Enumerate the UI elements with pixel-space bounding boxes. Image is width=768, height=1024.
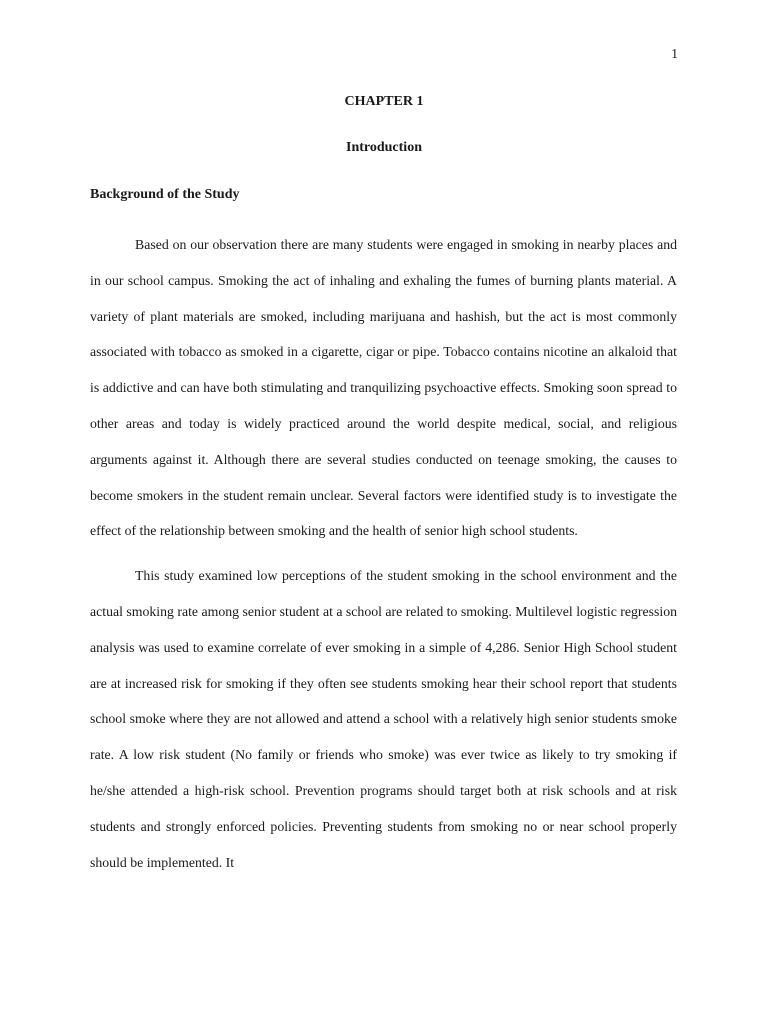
page-number: 1: [671, 46, 678, 61]
chapter-heading: CHAPTER 1: [344, 94, 424, 109]
paragraph-1: Based on our observation there are many students were engaged in smoking in nearby places and in our school campus. Smoking the act of inhaling and exhaling the fumes of burning plants material. A variety of plant materials are smoked, including marijuana and hashish, but the act is most commonly associated with tobacco as smoked in a cigarette, cigar or pipe. Tobacco contains nicotine an alkaloid that is addictive and can have both stimulating and tranquilizing psychoactive effects. Smoking soon spread to other areas and today is widely practiced around the world despite medical, social, and religious arguments against it. Although there are several studies conducted on teenage smoking, the causes to become smokers in the student remain unclear. Several factors were identified study is to investigate the effect of the relationship between smoking and the health of senior high school students.: [90, 237, 677, 539]
section-title: Introduction: [346, 140, 422, 155]
subsection-heading: Background of the Study: [90, 187, 240, 202]
paragraph-2: This study examined low perceptions of the student smoking in the school environment and the actual smoking rate among senior student at a school are related to smoking. Multilevel logistic regression analysis was used to examine correlate of ever smoking in a simple of 4,286. Senior High School student are at increased risk for smoking if they often see students smoking hear their school report that students school smoke where they are not allowed and attend a school with a relatively high senior students smoke rate. A low risk student (No family or friends who smoke) was ever twice as likely to try smoking if he/she attended a high-risk school. Prevention programs should target both at risk schools and at risk students and strongly enforced policies. Preventing students from smoking no or near school properly should be implemented. It: [90, 568, 677, 870]
body-text: [90, 227, 677, 880]
